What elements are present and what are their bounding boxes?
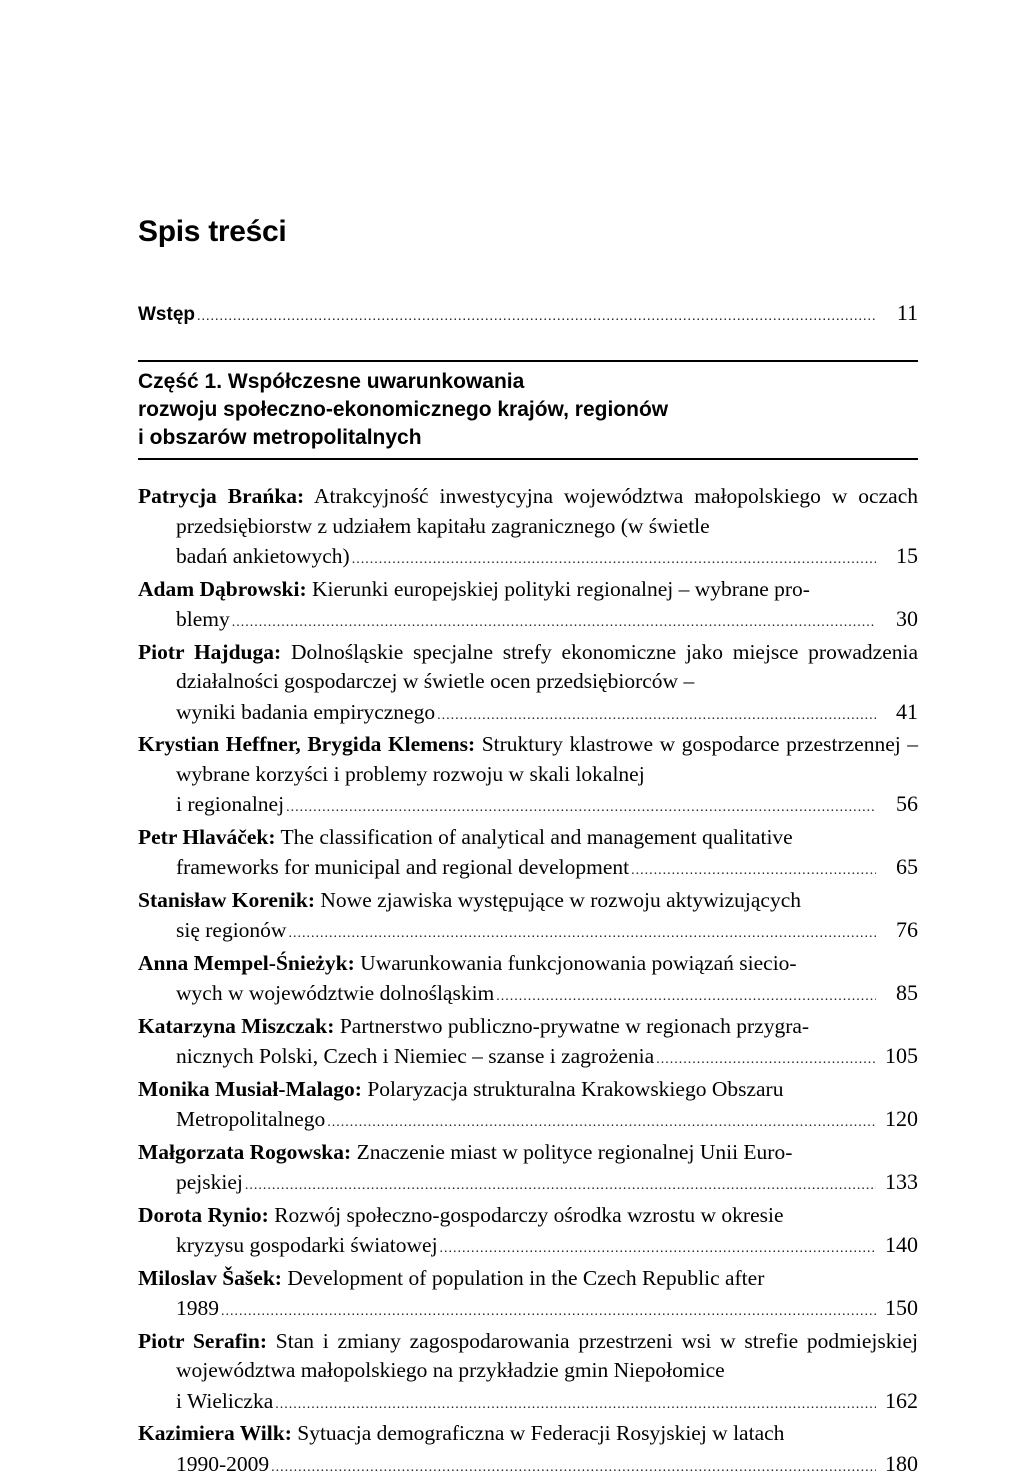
entry-last-line xyxy=(176,1230,918,1264)
entry-title-end: 1990-2009 xyxy=(176,1450,269,1480)
dot-leader xyxy=(656,1045,876,1075)
entry-last-line xyxy=(176,1293,918,1327)
entry-title: Kierunki europejskiej polityki regionalnej – wybrane pro- xyxy=(312,577,810,601)
toc-entry xyxy=(138,1327,918,1420)
entry-title: Development of population in the Czech Republic after xyxy=(287,1266,764,1290)
toc-entry xyxy=(138,1138,918,1201)
entry-title: Polaryzacja strukturalna Krakowskiego Obszaru xyxy=(367,1077,783,1101)
part-heading-line: rozwoju społeczno-ekonomicznego krajów, regionów xyxy=(138,396,778,424)
divider-bottom xyxy=(138,458,918,460)
entry-last-line xyxy=(176,1041,918,1075)
entry-title-end: wych w województwie dolnośląskim xyxy=(176,979,494,1009)
entry-last-line xyxy=(176,852,918,886)
dot-leader xyxy=(221,1297,876,1327)
entry-author: Miloslav Šašek: xyxy=(138,1266,282,1290)
entry-title-end: frameworks for municipal and regional development xyxy=(176,853,629,883)
toc-entry xyxy=(138,730,918,823)
intro-label: Wstęp xyxy=(138,300,195,330)
toc-entry xyxy=(138,1012,918,1075)
entry-author: Adam Dąbrowski: xyxy=(138,577,307,601)
entry-author: Anna Mempel-Śnieżyk: xyxy=(138,951,355,975)
dot-leader xyxy=(437,701,876,731)
toc-entry xyxy=(138,886,918,949)
part-heading-line: i obszarów metropolitalnych xyxy=(138,424,778,452)
dot-leader xyxy=(197,302,876,332)
page-title: Spis treści xyxy=(138,212,918,252)
table-of-contents xyxy=(138,212,918,1482)
entry-author: Kazimiera Wilk: xyxy=(138,1421,292,1445)
page-number: 85 xyxy=(882,978,918,1008)
dot-leader xyxy=(352,545,876,575)
entry-author: Patrycja Brańka: xyxy=(138,484,304,508)
entry-author: Katarzyna Miszczak: xyxy=(138,1014,334,1038)
entry-last-line xyxy=(176,1167,918,1201)
toc-entry xyxy=(138,482,918,575)
dot-leader xyxy=(631,856,876,886)
entry-title: Atrakcyjność inwestycyjna województwa małopolskiego w oczach przedsiębiorstw z udziałem kapitału zagranicznego (w świetle xyxy=(176,484,918,538)
entry-author: Krystian Heffner, Brygida Klemens: xyxy=(138,732,475,756)
page-number: 133 xyxy=(882,1167,918,1197)
page-number: 105 xyxy=(882,1041,918,1071)
entry-title: Uwarunkowania funkcjonowania powiązań siecio- xyxy=(360,951,796,975)
entry-title-end: Metropolitalnego xyxy=(176,1105,325,1135)
entry-title: Nowe zjawiska występujące w rozwoju aktywizujących xyxy=(320,888,801,912)
entry-title: The classification of analytical and management qualitative xyxy=(281,825,793,849)
toc-entry xyxy=(138,638,918,731)
dot-leader xyxy=(288,919,876,949)
dot-leader xyxy=(232,608,876,638)
page-number: 150 xyxy=(882,1293,918,1323)
entry-title-end: i regionalnej xyxy=(176,790,284,820)
dot-leader xyxy=(496,982,876,1012)
entry-title-end: pejskiej xyxy=(176,1168,243,1198)
page-number: 56 xyxy=(882,789,918,819)
page-number: 11 xyxy=(882,298,918,328)
entry-title-end: się regionów xyxy=(176,916,286,946)
entry-title: Struktury klastrowe w gospodarce przestrzennej – wybrane korzyści i problemy rozwoju w skali lokalnej xyxy=(176,732,918,786)
toc-entry-intro xyxy=(138,298,918,332)
toc-entry xyxy=(138,949,918,1012)
entry-last-line xyxy=(176,789,918,823)
entry-title: Znaczenie miast w polityce regionalnej Unii Euro- xyxy=(357,1140,793,1164)
entry-last-line xyxy=(176,1386,918,1420)
entry-author: Petr Hlaváček: xyxy=(138,825,276,849)
page-number: 162 xyxy=(882,1386,918,1416)
part-heading-line: Część 1. Współczesne uwarunkowania xyxy=(138,368,778,396)
entry-last-line xyxy=(176,915,918,949)
entry-title-end: i Wieliczka xyxy=(176,1387,273,1417)
entry-last-line xyxy=(176,697,918,731)
dot-leader xyxy=(327,1108,876,1138)
toc-entry xyxy=(138,1075,918,1138)
entry-last-line xyxy=(176,1449,918,1482)
entry-author: Dorota Rynio: xyxy=(138,1203,269,1227)
toc-entries xyxy=(138,482,918,1482)
entry-author: Stanisław Korenik: xyxy=(138,888,315,912)
entry-title-end: kryzysu gospodarki światowej xyxy=(176,1231,438,1261)
page-number: 41 xyxy=(882,697,918,727)
entry-title: Partnerstwo publiczno-prywatne w regionach przygra- xyxy=(340,1014,809,1038)
entry-title: Dolnośląskie specjalne strefy ekonomiczne jako miejsce prowadzenia działalności gospodarczej w świetle ocen przedsiębiorców – xyxy=(176,640,918,694)
page-number: 15 xyxy=(882,541,918,571)
dot-leader xyxy=(271,1453,876,1482)
page-number: 76 xyxy=(882,915,918,945)
entry-title-end: blemy xyxy=(176,605,230,635)
entry-last-line xyxy=(176,604,918,638)
toc-entry xyxy=(138,575,918,638)
entry-title: Rozwój społeczno-gospodarczy ośrodka wzrostu w okresie xyxy=(274,1203,783,1227)
entry-title-end: wyniki badania empirycznego xyxy=(176,698,435,728)
entry-author: Piotr Hajduga: xyxy=(138,640,281,664)
dot-leader xyxy=(275,1390,876,1420)
page-number: 180 xyxy=(882,1449,918,1479)
dot-leader xyxy=(286,793,876,823)
entry-last-line xyxy=(176,978,918,1012)
toc-entry xyxy=(138,1201,918,1264)
page-number: 65 xyxy=(882,852,918,882)
toc-entry xyxy=(138,823,918,886)
page-number: 120 xyxy=(882,1104,918,1134)
dot-leader xyxy=(440,1234,876,1264)
part-heading xyxy=(138,362,778,458)
dot-leader xyxy=(245,1171,876,1201)
entry-title: Sytuacja demograficzna w Federacji Rosyjskiej w latach xyxy=(297,1421,784,1445)
toc-entry xyxy=(138,1264,918,1327)
entry-title-end: nicznych Polski, Czech i Niemiec – szanse i zagrożenia xyxy=(176,1042,654,1072)
entry-author: Małgorzata Rogowska: xyxy=(138,1140,351,1164)
entry-author: Monika Musiał-Malago: xyxy=(138,1077,362,1101)
entry-last-line xyxy=(176,1104,918,1138)
page-number: 140 xyxy=(882,1230,918,1260)
entry-title: Stan i zmiany zagospodarowania przestrzeni wsi w strefie podmiejskiej województwa małopolskiego na przykładzie gmin Niepołomice xyxy=(176,1329,918,1383)
page-number: 30 xyxy=(882,604,918,634)
entry-title-end: badań ankietowych) xyxy=(176,542,350,572)
entry-author: Piotr Serafin: xyxy=(138,1329,267,1353)
toc-entry xyxy=(138,1419,918,1482)
entry-title-end: 1989 xyxy=(176,1294,219,1324)
entry-last-line xyxy=(176,541,918,575)
